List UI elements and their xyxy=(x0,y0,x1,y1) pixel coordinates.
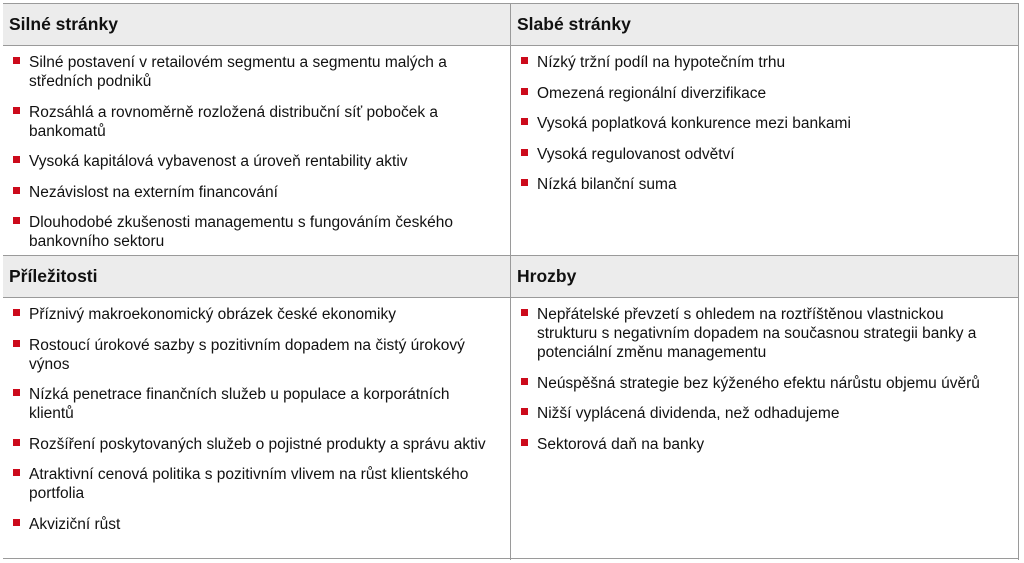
list-item-text: Vysoká kapitálová vybavenost a úroveň rentability aktiv xyxy=(29,153,408,170)
bullet-icon xyxy=(13,309,20,316)
strengths-header xyxy=(3,4,510,46)
swot-table xyxy=(3,3,1019,559)
list-item xyxy=(511,145,1018,164)
list-item-text: Příznivý makroekonomický obrázek české ekonomiky xyxy=(29,306,396,323)
list-item-text: Nepřátelské převzetí s ohledem na roztříštěnou vlastnickou strukturu s negativním dopadem na současnou strategii banky a potenciální změnu managementu xyxy=(537,306,977,361)
threats-title: Hrozby xyxy=(517,266,577,286)
opportunities-quadrant xyxy=(3,255,511,560)
list-item-text: Nezávislost na externím financování xyxy=(29,183,278,201)
bullet-icon xyxy=(521,378,528,385)
list-item xyxy=(3,183,510,202)
list-item-text: Rozšíření poskytovaných služeb o pojistné produkty a správu aktiv xyxy=(29,435,486,453)
opportunities-title: Příležitosti xyxy=(9,266,98,286)
list-item xyxy=(3,53,510,91)
threats-quadrant xyxy=(511,255,1019,560)
list-item-text: Vysoká regulovanost odvětví xyxy=(537,145,735,163)
bullet-icon xyxy=(13,57,20,64)
bullet-icon xyxy=(521,179,528,186)
bullet-icon xyxy=(13,469,20,476)
list-item xyxy=(511,114,1018,133)
list-item xyxy=(3,213,510,251)
bullet-icon xyxy=(521,118,528,125)
list-item-text: Nižší vyplácená dividenda, než odhadujeme xyxy=(537,405,840,422)
bullet-icon xyxy=(13,519,20,526)
list-item xyxy=(511,175,1018,194)
list-item-text: Neúspěšná strategie bez kýženého efektu nárůstu objemu úvěrů xyxy=(537,374,980,392)
list-item-text: Dlouhodobé zkušenosti managementu s fungováním českého bankovního sektoru xyxy=(29,214,453,250)
strengths-quadrant xyxy=(3,4,511,255)
list-item-text: Atraktivní cenová politika s pozitivním vlivem na růst klientského portfolia xyxy=(29,466,469,502)
list-item-text: Vysoká poplatková konkurence mezi bankami xyxy=(537,115,851,132)
list-item xyxy=(3,336,510,374)
bullet-icon xyxy=(13,439,20,446)
opportunities-header xyxy=(3,256,510,298)
bullet-icon xyxy=(521,88,528,95)
list-item-text: Akviziční růst xyxy=(29,515,121,533)
threats-list xyxy=(511,298,1018,454)
list-item-text: Omezená regionální diverzifikace xyxy=(537,84,767,102)
list-item-text: Nízká bilanční suma xyxy=(537,176,677,193)
list-item xyxy=(511,84,1018,103)
list-item-text: Nízký tržní podíl na hypotečním trhu xyxy=(537,54,786,71)
list-item xyxy=(511,53,1018,72)
list-item-text: Rozsáhlá a rovnoměrně rozložená distribuční síť poboček a bankomatů xyxy=(29,103,439,140)
list-item xyxy=(511,305,1018,362)
list-item xyxy=(3,103,510,141)
list-item-text: Silné postavení v retailovém segmentu a segmentu malých a středních podniků xyxy=(29,54,447,90)
threats-header xyxy=(511,256,1018,298)
list-item xyxy=(3,305,510,324)
strengths-list xyxy=(3,46,510,251)
list-item xyxy=(3,465,510,503)
bullet-icon xyxy=(13,107,20,114)
opportunities-list xyxy=(3,298,510,534)
list-item xyxy=(3,435,510,454)
weaknesses-list xyxy=(511,46,1018,194)
weaknesses-quadrant xyxy=(511,4,1019,255)
list-item xyxy=(511,374,1018,393)
list-item-text: Sektorová daň na banky xyxy=(537,435,705,453)
bullet-icon xyxy=(13,217,20,224)
bullet-icon xyxy=(521,439,528,446)
weaknesses-header xyxy=(511,4,1018,46)
list-item xyxy=(3,515,510,534)
list-item-text: Nízká penetrace finančních služeb u populace a korporátních klientů xyxy=(29,386,450,422)
bullet-icon xyxy=(13,340,20,347)
weaknesses-title: Slabé stránky xyxy=(517,14,631,34)
list-item xyxy=(3,152,510,171)
bullet-icon xyxy=(521,408,528,415)
bullet-icon xyxy=(13,389,20,396)
bullet-icon xyxy=(521,57,528,64)
list-item-text: Rostoucí úrokové sazby s pozitivním dopadem na čistý úrokový výnos xyxy=(29,336,465,373)
bullet-icon xyxy=(521,309,528,316)
bullet-icon xyxy=(13,156,20,163)
list-item xyxy=(511,404,1018,423)
strengths-title: Silné stránky xyxy=(9,14,118,34)
bullet-icon xyxy=(521,149,528,156)
list-item xyxy=(511,435,1018,454)
bullet-icon xyxy=(13,187,20,194)
list-item xyxy=(3,385,510,423)
